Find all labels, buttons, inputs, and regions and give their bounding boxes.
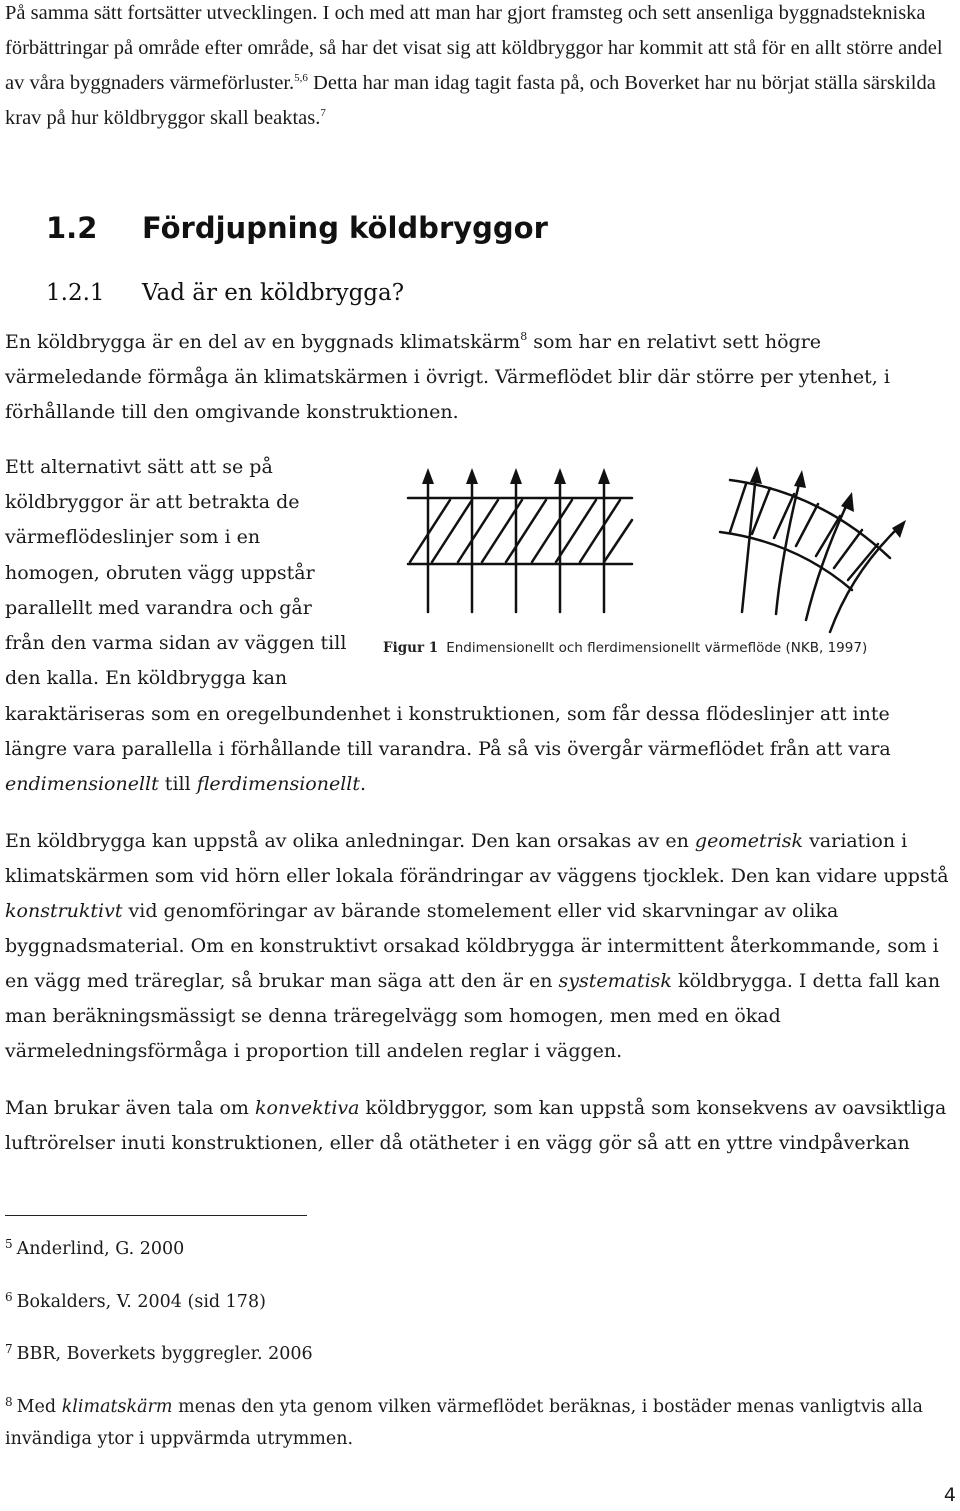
alternative-continuation bbox=[5, 697, 955, 802]
subsection-heading bbox=[46, 280, 404, 306]
column-line: den kalla. En köldbrygga kan bbox=[5, 667, 288, 690]
column-line: köldbryggor är att betrakta de bbox=[5, 491, 300, 514]
continuation-text: karaktäriseras som en oregelbundenhet i konstruktionen, som får dessa flödeslinjer att inte längre vara parallella i förhållande till varandra. På så vis övergår värmeflödet från att vara bbox=[5, 703, 891, 760]
italic-term: konstruktivt bbox=[5, 900, 123, 922]
continuation-text: till bbox=[158, 773, 197, 795]
causes-text: variation i klimatskärmen som vid hörn eller lokala förändringar av väggens tjocklek. Den kan vidare uppstå bbox=[5, 830, 949, 887]
footnote-ref-5-6: 5,6 bbox=[294, 72, 308, 84]
definition-paragraph bbox=[5, 325, 955, 430]
convective-paragraph bbox=[5, 1091, 955, 1161]
column-line: parallellt med varandra och går bbox=[5, 596, 312, 619]
figure-caption-text: Endimensionellt och flerdimensionellt värmeflöde (NKB, 1997) bbox=[446, 640, 868, 656]
footnote-ref-8: 8 bbox=[520, 330, 528, 343]
definition-text-a: En köldbrygga är en del av en byggnads klimatskärm bbox=[5, 331, 521, 353]
heat-flow-illustration bbox=[400, 462, 920, 637]
page-number: 4 bbox=[943, 1484, 956, 1506]
footnote-text: Anderlind, G. 2000 bbox=[16, 1239, 185, 1259]
footnote-7 bbox=[5, 1333, 955, 1370]
causes-text: En köldbrygga kan uppstå av olika anledningar. Den kan orsakas av en bbox=[5, 830, 695, 852]
footnote-text: Bokalders, V. 2004 (sid 178) bbox=[16, 1292, 266, 1312]
footnote-number: 5 bbox=[5, 1237, 13, 1251]
italic-term: geometrisk bbox=[694, 830, 804, 852]
column-line: värmeflödeslinjer som i en bbox=[5, 526, 261, 549]
section-title: Fördjupning köldbryggor bbox=[142, 211, 548, 245]
heat-flow-figure bbox=[400, 462, 920, 637]
causes-text: köldbrygga. I detta fall kan man beräkningsmässigt se denna träregelvägg som homogen, men med en ökad värmeledningsförmåga i proportion till andelen reglar i väggen. bbox=[5, 970, 941, 1062]
figure-label: Figur 1 bbox=[383, 640, 439, 656]
footnote-number: 7 bbox=[5, 1342, 13, 1356]
convective-text: köldbryggor, som kan uppstå som konsekvens av oavsiktliga luftrörelser inuti konstruktionen, eller då otätheter i en vägg gör så att en yttre vindpåverkan bbox=[5, 1097, 947, 1154]
footnote-text: BBR, Boverkets byggregler. 2006 bbox=[16, 1344, 313, 1364]
intro-text-a: På samma sätt fortsätter utvecklingen. I och med att man har gjort framsteg och sett ansenliga byggnadstekniska förbättringar på område efter område, så har det visat sig att köldbryggor har kommit att stå för en allt större andel av våra byggnaders värmeförluster. bbox=[5, 2, 943, 94]
italic-term: konvektiva bbox=[255, 1097, 360, 1119]
italic-term: klimatskärm bbox=[61, 1397, 173, 1417]
figure-caption bbox=[383, 640, 867, 656]
footnote-6 bbox=[5, 1281, 955, 1318]
alternative-column bbox=[5, 450, 365, 696]
footnote-5 bbox=[5, 1228, 955, 1265]
footnote-number: 6 bbox=[5, 1290, 13, 1304]
column-line: Ett alternativt sätt att se på bbox=[5, 456, 273, 478]
subsection-number: 1.2.1 bbox=[46, 280, 105, 306]
italic-term: flerdimensionellt bbox=[196, 773, 360, 795]
subsection-title: Vad är en köldbrygga? bbox=[142, 280, 405, 306]
italic-term: endimensionellt bbox=[5, 773, 159, 795]
footnote-ref-7: 7 bbox=[320, 107, 326, 119]
italic-term: systematisk bbox=[558, 970, 672, 992]
convective-text: Man brukar även tala om bbox=[5, 1097, 255, 1119]
section-number: 1.2 bbox=[46, 211, 98, 245]
intro-paragraph bbox=[5, 0, 955, 136]
footnote-text: Med bbox=[16, 1397, 62, 1417]
column-line: från den varma sidan av väggen till bbox=[5, 632, 347, 655]
footnote-separator bbox=[5, 1215, 307, 1216]
causes-text: vid genomföringar av bärande stomelement eller vid skarvningar av olika byggnadsmaterial. Om en konstruktivt orsakad köldbrygga är intermittent återkommande, som i en vägg med träreglar, så brukar man säga att den är en bbox=[5, 900, 939, 992]
footnote-number: 8 bbox=[5, 1395, 13, 1409]
footnote-8 bbox=[5, 1386, 955, 1455]
footnote-text: menas den yta genom vilken värmeflödet beräknas, i bostäder menas vanligtvis alla invändiga ytor i uppvärmda utrymmen. bbox=[5, 1397, 923, 1449]
intro-text-b: Detta har man idag tagit fasta på, och Boverket har nu börjat ställa särskilda krav på hur köldbryggor skall beaktas. bbox=[5, 72, 936, 129]
continuation-text: . bbox=[360, 773, 367, 795]
column-line: homogen, obruten vägg uppstår bbox=[5, 561, 315, 584]
section-heading bbox=[46, 211, 548, 245]
causes-paragraph bbox=[5, 824, 955, 1069]
definition-text-b: som har en relativt sett högre värmeledande förmåga än klimatskärmen i övrigt. Värmeflödet blir där större per ytenhet, i förhållande till den omgivande konstruktionen. bbox=[5, 331, 890, 423]
